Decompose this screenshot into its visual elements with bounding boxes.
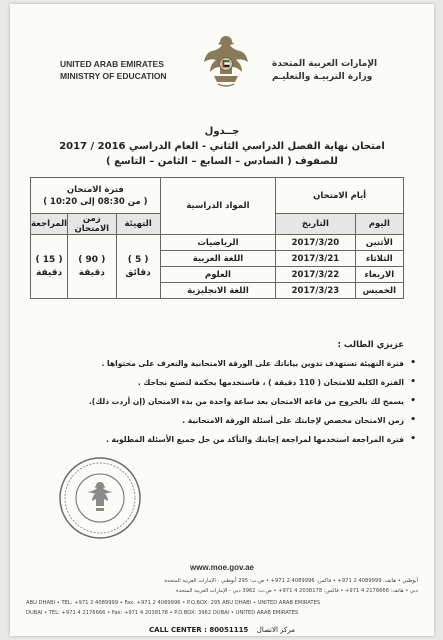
col-date-header: التاريخ bbox=[276, 214, 356, 235]
uae-eagle-emblem-icon bbox=[200, 30, 252, 90]
country-name-en: UNITED ARAB EMIRATES bbox=[60, 59, 164, 69]
period-header-title: فترة الامتحان bbox=[66, 184, 124, 195]
review-unit: دقيقة bbox=[35, 267, 63, 278]
col-duration-header: زمن الامتحان bbox=[68, 214, 116, 235]
notes-title: عزيزي الطالب : bbox=[337, 340, 404, 350]
list-item: • زمن الامتحان مخصص لإجابتك على أسئلة الورقة الامتحانية . bbox=[30, 411, 404, 430]
duration-value: ( 90 ) bbox=[78, 254, 106, 265]
list-item: • فترة المراجعة استخدمها لمراجعة إجابتك والتأكد من حل جميع الأسئلة المطلوبة . bbox=[30, 430, 404, 449]
footer-en-dubai: DUBAI • TEL: +971 4 2176666 • Fax: +971 4 2038178 • P.O.BOX: 3962 DUBAI • UNITED ARAB EMIRATES bbox=[26, 610, 299, 616]
duration-unit: دقيقة bbox=[78, 267, 105, 278]
row-day: الأثنين bbox=[355, 235, 403, 251]
review-cell bbox=[31, 235, 68, 299]
ministry-name-en: MINISTRY OF EDUCATION bbox=[60, 71, 167, 81]
list-item: • فترة التهيئة تستهدف تدوين بياناتك على الورقة الامتحانية والتعرف على محتواها . bbox=[30, 354, 404, 373]
row-date: 2017/3/23 bbox=[276, 283, 356, 299]
footer-ar-dubai: دبي • هاتف: 2176666 4 971+ • فاكس: 2038178 4 971+ • ص.ب: 3962 دبي - الإمارات العربية المتحدة bbox=[176, 588, 418, 594]
header-english bbox=[60, 58, 220, 82]
official-stamp-icon bbox=[58, 456, 142, 540]
row-day: الثلاثاء bbox=[355, 251, 403, 267]
warmup-unit: دقائق bbox=[125, 267, 151, 278]
document-title bbox=[50, 124, 394, 169]
row-subject: الرياضيات bbox=[160, 235, 275, 251]
call-center bbox=[10, 626, 434, 634]
period-header-time: ( من 08:30 إلى 10:20 ) bbox=[43, 196, 148, 207]
call-center-en: CALL CENTER : 80051115 bbox=[149, 626, 249, 634]
days-header: أيام الامتحان bbox=[276, 178, 404, 214]
list-item: • يسمح لك بالخروج من قاعة الامتحان بعد ساعة واحدة من بدء الامتحان (إن أردت ذلك). bbox=[30, 392, 404, 411]
title-exam: امتحان نهاية الفصل الدراسي الثاني - العام الدراسي 2016 / 2017 bbox=[59, 141, 385, 152]
subject-header: المواد الدراسية bbox=[160, 178, 275, 235]
notes-list bbox=[30, 354, 418, 449]
row-date: 2017/3/20 bbox=[276, 235, 356, 251]
document-page bbox=[10, 4, 434, 636]
title-grades: للصفوف ( السادس – السابع – الثامن – التاسع ) bbox=[106, 156, 338, 167]
col-review-header: المراجعة bbox=[31, 214, 68, 235]
exam-schedule-table bbox=[30, 177, 404, 299]
period-header bbox=[31, 178, 161, 214]
header-arabic bbox=[272, 58, 412, 84]
row-date: 2017/3/21 bbox=[276, 251, 356, 267]
row-date: 2017/3/22 bbox=[276, 267, 356, 283]
col-day-header: اليوم bbox=[355, 214, 403, 235]
warmup-cell bbox=[116, 235, 160, 299]
list-item: • الفترة الكلية للامتحان ( 110 دقيقة ) ، فاستخدمها بحكمة لتصنع نجاحك . bbox=[30, 373, 404, 392]
row-day: الخميس bbox=[355, 283, 403, 299]
row-day: الاربعاء bbox=[355, 267, 403, 283]
country-name-ar: الإمارات العربية المتحدة bbox=[272, 59, 378, 69]
footer-en-abudhabi: ABU DHABI • TEL: +971 2 4089999 • Fax: +971 2 4089996 • P.O.BOX: 295 ABU DHABI • UNITED ARAB EMIRATES bbox=[26, 600, 321, 606]
col-warmup-header: التهيئة bbox=[116, 214, 160, 235]
row-subject: العلوم bbox=[160, 267, 275, 283]
row-subject: اللغة العربية bbox=[160, 251, 275, 267]
table-row bbox=[31, 235, 404, 251]
ministry-name-ar: وزارة التربيـة والتعليـم bbox=[272, 72, 373, 82]
website-url: www.moe.gov.ae bbox=[189, 563, 254, 572]
footer-ar-abudhabi: أبوظبي • هاتف: 4089999 2 971+ • فاكس: 4089996 2 971+ • ص.ب: 295 أبوظبي - الإمارات العربية المتحدة bbox=[164, 578, 418, 584]
review-value: ( 15 ) bbox=[35, 254, 63, 265]
call-center-ar: مركز الاتصال bbox=[256, 626, 295, 634]
row-subject: اللغة الانجليزية bbox=[160, 283, 275, 299]
duration-cell bbox=[68, 235, 116, 299]
warmup-value: ( 5 ) bbox=[127, 254, 149, 265]
title-schedule: جــدول bbox=[204, 126, 240, 137]
